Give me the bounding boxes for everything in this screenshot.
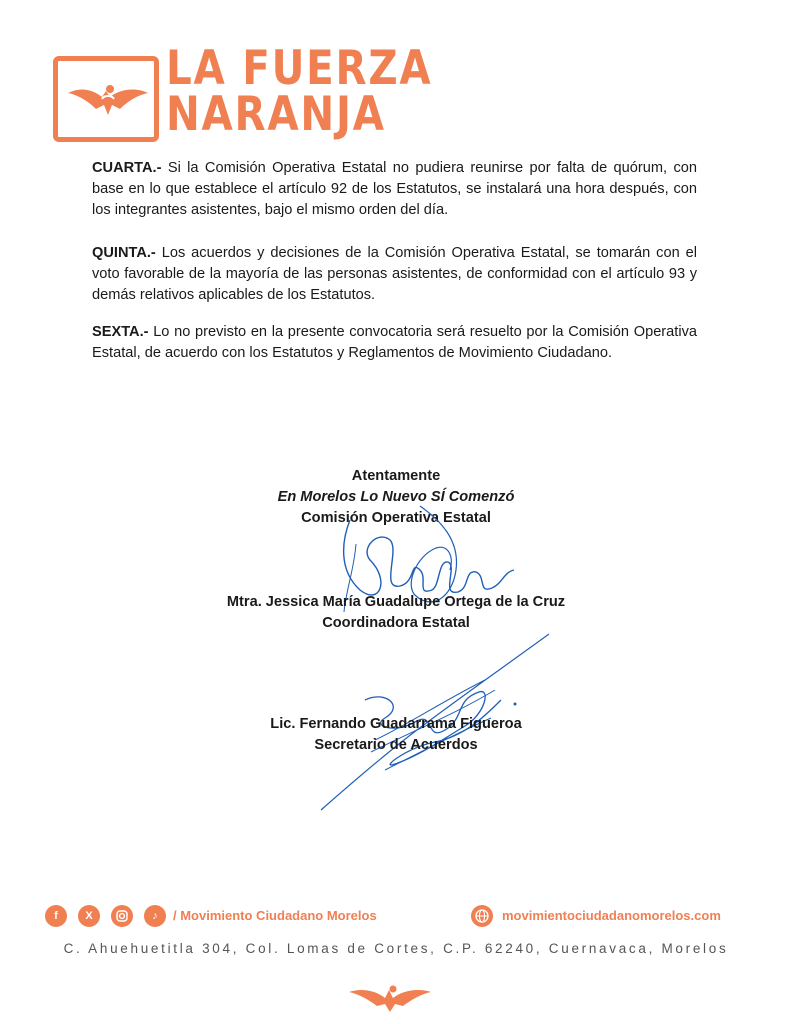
clause-quinta: [92, 243, 697, 306]
eagle-logo-icon: [66, 79, 150, 119]
x-icon[interactable]: X: [78, 905, 100, 927]
signatory-1-name: Mtra. Jessica María Guadalupe Ortega de la Cruz: [226, 594, 566, 610]
clause-text: Si la Comisión Operativa Estatal no pudiera reunirse por falta de quórum, con base en lo que establece el artículo 92 de los Estatutos, se instalará una hora después, con los integrantes asistentes, bajo el mismo orden del día.: [92, 160, 697, 218]
signatory-2-name: Lic. Fernando Guadarrama Figueroa: [270, 716, 522, 732]
logo-wordmark: [166, 41, 433, 142]
tiktok-icon[interactable]: ♪: [144, 905, 166, 927]
clause-heading: QUINTA.-: [92, 245, 156, 261]
instagram-icon[interactable]: [111, 905, 133, 927]
clause-text: Lo no previsto en la presente convocatoria será resuelto por la Comisión Operativa Estatal, de acuerdo con los Estatutos y Reglamentos de Movimiento Ciudadano.: [92, 324, 697, 361]
website-link[interactable]: movimientociudadanomorelos.com: [502, 908, 721, 923]
signatory-1-title: Coordinadora Estatal: [322, 615, 470, 631]
clause-sexta: [92, 322, 697, 364]
footer-contact-row: [45, 905, 745, 929]
closing-body: Comisión Operativa Estatal: [301, 510, 491, 526]
clause-text: Los acuerdos y decisiones de la Comisión Operativa Estatal, se tomarán con el voto favorable de la mayoría de las personas asistentes, de conformidad con el artículo 93 y demás relativos aplicables de los Estatutos.: [92, 245, 697, 303]
footer-address: C. Ahuehuetitla 304, Col. Lomas de Cortes, C.P. 62240, Cuernavaca, Morelos: [63, 941, 729, 956]
eagle-logo-icon: [347, 982, 433, 1014]
signatory-2-title: Secretario de Acuerdos: [314, 737, 478, 753]
clause-heading: CUARTA.-: [92, 160, 162, 176]
facebook-icon[interactable]: f: [45, 905, 67, 927]
logo-line-1: LA FUERZA: [166, 41, 433, 96]
logo-line-2: NARANJA: [166, 87, 386, 142]
logo-emblem-frame: [53, 56, 159, 142]
closing-motto: En Morelos Lo Nuevo SÍ Comenzó: [277, 489, 515, 505]
globe-icon: [471, 905, 493, 927]
closing-salutation: Atentamente: [351, 468, 441, 484]
clause-cuarta: [92, 158, 697, 221]
clause-heading: SEXTA.-: [92, 324, 149, 340]
social-handle[interactable]: / Movimiento Ciudadano Morelos: [173, 908, 377, 923]
